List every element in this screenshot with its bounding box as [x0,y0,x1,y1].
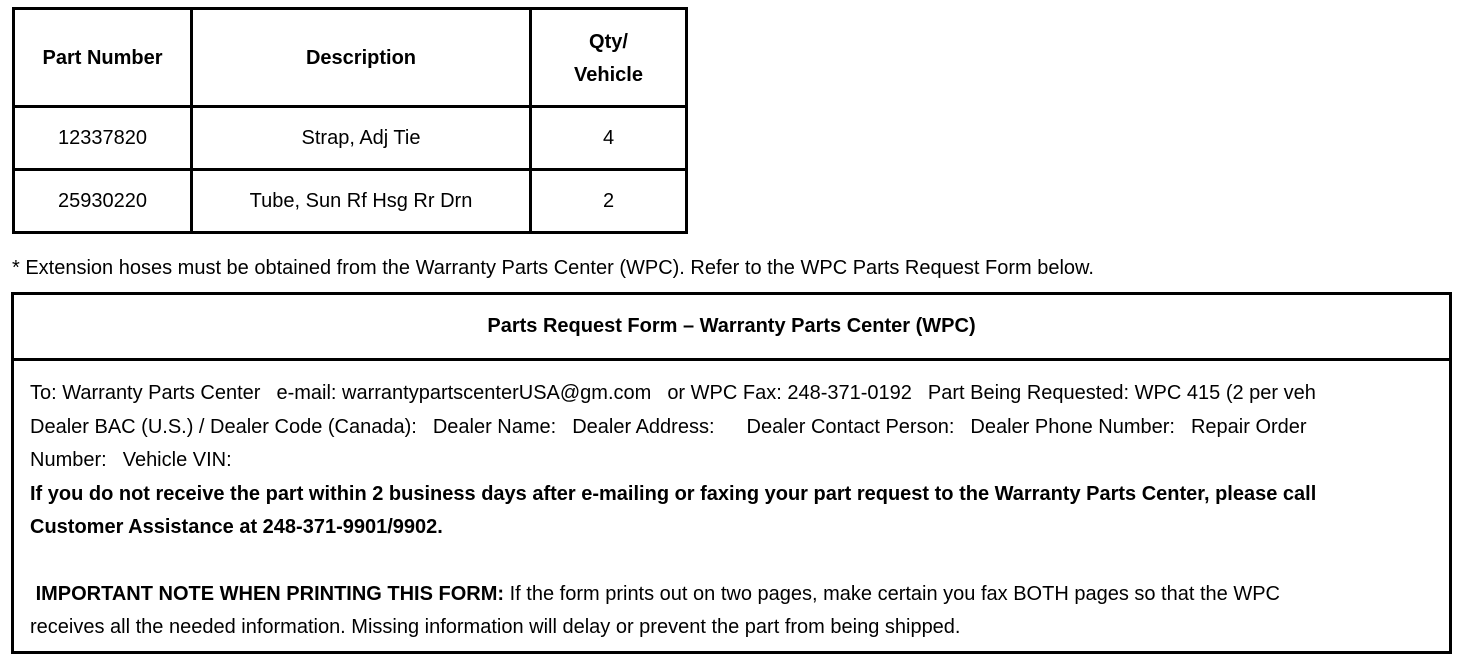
form-line-order [30,444,1449,478]
cell-description: Strap, Adj Tie [192,107,531,170]
form-dealer-address: Dealer Address: [572,415,715,438]
cell-part-number: 12337820 [14,107,192,170]
form-title: Parts Request Form – Warranty Parts Center (WPC) [14,295,1449,361]
form-body [14,361,1449,645]
form-fax: or WPC Fax: 248-371-0192 [667,382,912,404]
cell-qty: 4 [531,107,687,170]
form-part-requested: Part Being Requested: WPC 415 (2 per veh [927,382,1316,404]
important-note-text1: If the form prints out on two pages, make certain you fax BOTH pages so that the WPC [509,582,1280,605]
header-part-number: Part Number [14,9,192,107]
cell-qty: 2 [531,170,687,233]
important-note-label: IMPORTANT NOTE WHEN PRINTING THIS FORM: [35,582,505,605]
table-row [14,170,687,233]
form-vehicle-vin: Vehicle VIN: [122,449,232,471]
form-line-contact [30,377,1449,411]
form-assistance-line2: Customer Assistance at 248-371-9901/9902. [30,516,443,538]
table-row [14,107,687,170]
form-important-line2: receives all the needed information. Missing information will delay or prevent the part from being shipped. [30,616,961,638]
cell-description: Tube, Sun Rf Hsg Rr Drn [192,170,531,233]
form-line-dealer [30,411,1449,445]
form-assistance-line1: If you do not receive the part within 2 business days after e-mailing or faxing your part request to the Warranty Parts Center, please call [30,482,1317,505]
extension-hose-note: * Extension hoses must be obtained from the Warranty Parts Center (WPC). Refer to the WPC Parts Request Form below. [12,257,1094,279]
form-important-line1 [30,578,1449,612]
cell-part-number: 25930220 [14,170,192,233]
header-qty-line1: Qty/ [589,30,628,53]
form-repair-order-number: Number: [30,449,107,471]
form-dealer-name: Dealer Name: [432,415,557,438]
header-qty-line2: Vehicle [574,63,643,86]
form-email: e-mail: warrantypartscenterUSA@gm.com [276,382,652,404]
table-header-row [14,9,687,107]
form-to: To: Warranty Parts Center [30,382,261,404]
form-dealer-contact: Dealer Contact Person: [746,415,955,438]
form-repair-order: Repair Order [1190,415,1307,438]
header-qty-per-vehicle [531,9,687,107]
header-description: Description [192,9,531,107]
parts-request-form [11,292,1452,654]
form-dealer-bac: Dealer BAC (U.S.) / Dealer Code (Canada): [30,415,417,438]
parts-table [12,7,688,234]
form-dealer-phone: Dealer Phone Number: [970,415,1175,438]
